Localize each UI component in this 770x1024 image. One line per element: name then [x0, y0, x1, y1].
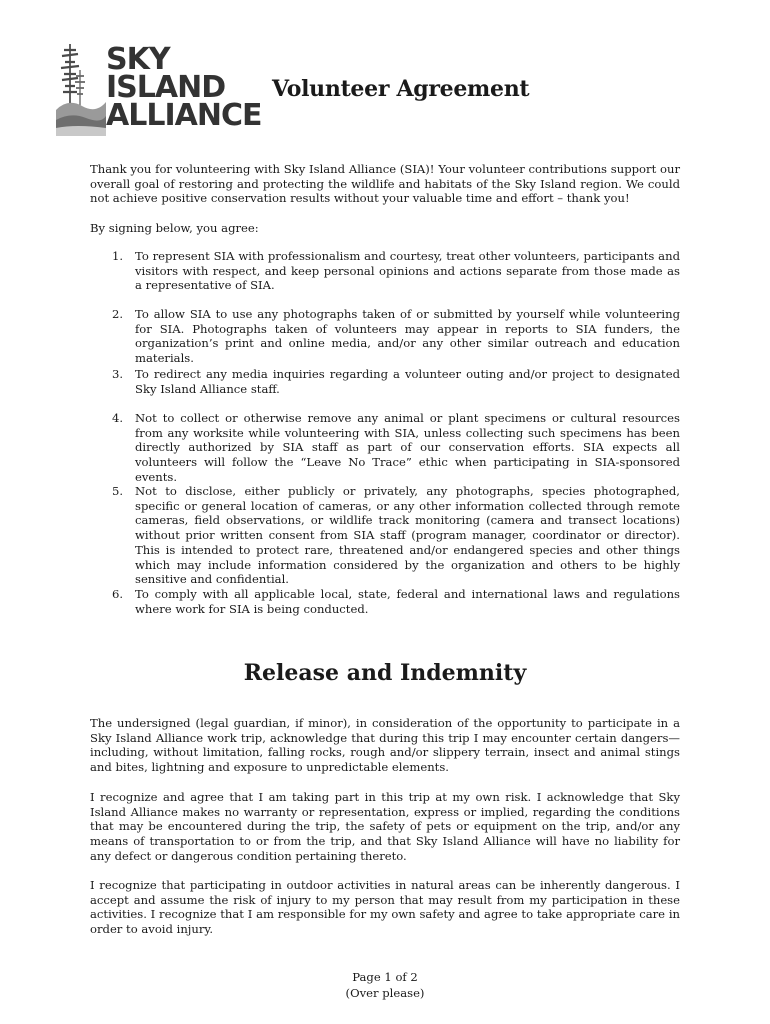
logo-line-3: ALLIANCE [106, 98, 262, 133]
list-item [90, 411, 680, 485]
intro-paragraph: Thank you for volunteering with Sky Island Alliance (SIA)! Your volunteer contributions support our overall goal of restoring and protecting the wildlife and habitats of the Sky Island region. We could not achieve positive conservation results without your valuable time and effort – thank you! [90, 162, 680, 206]
list-item [90, 249, 680, 293]
list-number: 4. [112, 411, 124, 425]
list-number: 1. [112, 249, 124, 263]
over-please-note: (Over please) [345, 986, 425, 1000]
page-number: Page 1 of 2 [352, 970, 418, 984]
by-signing-text: By signing below, you agree: [90, 221, 259, 235]
release-paragraph: I recognize and agree that I am taking part in this trip at my own risk. I acknowledge that Sky Island Alliance makes no warranty or representation, express or implied, regarding the conditions that may be encountered during the trip, the safety of pets or equipment on the trip, and/or any means of transportation to or from the trip, and that Sky Island Alliance will have no liability for any defect or dangerous condition pertaining thereto. [90, 790, 680, 863]
list-item [90, 587, 680, 616]
list-number: 5. [112, 484, 124, 498]
list-text: To comply with all applicable local, state, federal and international laws and regulations where work for SIA is being conducted. [135, 587, 680, 616]
page-title: Volunteer Agreement [272, 76, 530, 102]
list-item [90, 484, 680, 587]
logo-wordmark [106, 42, 262, 133]
list-item [90, 367, 680, 396]
list-number: 2. [112, 307, 124, 321]
section-title-release: Release and Indemnity [243, 660, 527, 686]
list-text: To redirect any media inquiries regarding a volunteer outing and/or project to designated Sky Island Alliance staff. [135, 367, 680, 396]
list-text: Not to disclose, either publicly or privately, any photographs, species photographed, specific or general location of cameras, or any other information collected through remote cameras, field observations, or wildlife track monitoring (camera and transect locations) without prior written consent from SIA staff (program manager, coordinator or director). This is intended to protect rare, threatened and/or endangered species and other things which may include information considered by the organization and others to be highly sensitive and confidential. [135, 484, 680, 587]
logo-line-1: SKY [106, 42, 170, 77]
list-number: 3. [112, 367, 124, 381]
logo-line-2: ISLAND [106, 70, 226, 105]
list-number: 6. [112, 587, 124, 601]
list-item [90, 307, 680, 366]
landscape-tree-icon [56, 40, 106, 136]
list-text: To allow SIA to use any photographs taken of or submitted by yourself while volunteering for SIA. Photographs taken of volunteers may appear in reports to SIA funders, the organization’s print and online media, and/or any other similar outreach and education materials. [135, 307, 680, 366]
sky-island-alliance-logo [56, 40, 262, 140]
release-paragraph: The undersigned (legal guardian, if minor), in consideration of the opportunity to participate in a Sky Island Alliance work trip, acknowledge that during this trip I may encounter certain dangers—including, without limitation, falling rocks, rough and/or slippery terrain, insect and animal stings and bites, lightning and exposure to unpredictable elements. [90, 716, 680, 775]
list-text: To represent SIA with professionalism and courtesy, treat other volunteers, participants and visitors with respect, and keep personal opinions and actions separate from those made as a representative of SIA. [135, 249, 680, 293]
release-paragraph: I recognize that participating in outdoor activities in natural areas can be inherently dangerous. I accept and assume the risk of injury to my person that may result from my participation in these activities. I recognize that I am responsible for my own safety and agree to take appropriate care in order to avoid injury. [90, 878, 680, 937]
list-text: Not to collect or otherwise remove any animal or plant specimens or cultural resources from any worksite while volunteering with SIA, unless collecting such specimens has been directly authorized by SIA staff as part of our conservation efforts. SIA expects all volunteers will follow the “Leave No Trace” ethic when participating in SIA-sponsored events. [135, 411, 680, 484]
